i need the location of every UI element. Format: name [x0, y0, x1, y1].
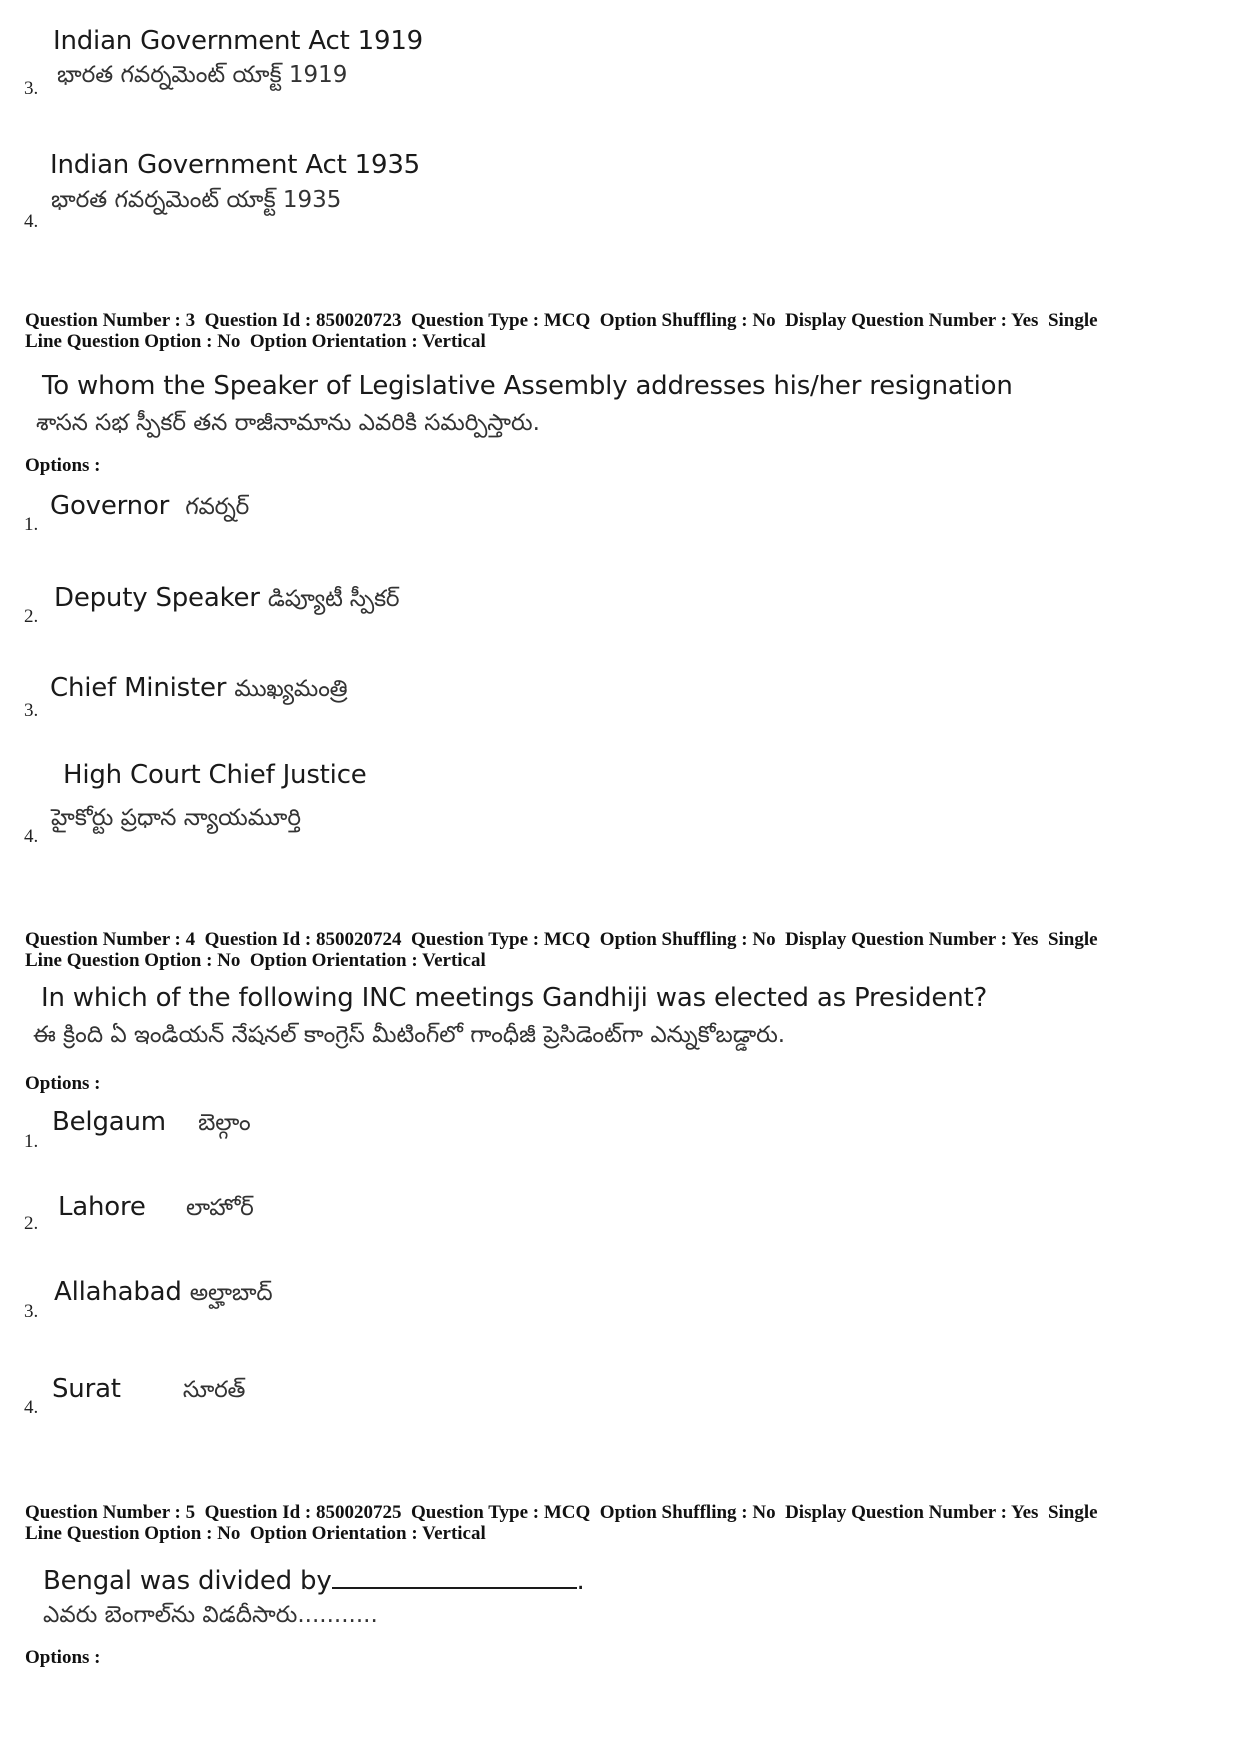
q4-option-4-english: Surat [52, 1374, 121, 1404]
question-3-text-english: To whom the Speaker of Legislative Assembly addresses his/her resignation [42, 371, 1013, 401]
q4-option-2 [58, 1192, 254, 1227]
question-5-text-english [43, 1563, 585, 1596]
q3-option-3 [50, 673, 347, 708]
question-5-text-english-main: Bengal was divided by [43, 1566, 332, 1596]
q3-option-2-number: 2. [24, 606, 39, 627]
q3-option-2 [54, 583, 399, 618]
q3-option-4-english: High Court Chief Justice [63, 760, 367, 790]
prev-option-4-telugu: భారత గవర్నమెంట్ యాక్ట్ 1935 [51, 187, 342, 213]
question-3-meta [25, 310, 1220, 352]
q3-option-4-telugu: హైకోర్టు ప్రధాన న్యాయమూర్తి [51, 805, 302, 831]
q4-option-3-english: Allahabad [54, 1277, 182, 1307]
q4-option-1 [52, 1107, 251, 1142]
question-4-text-english: In which of the following INC meetings Gandhiji was elected as President? [41, 983, 988, 1013]
question-3-meta-line2: Line Question Option : No Option Orientation : Vertical [25, 331, 486, 352]
q3-option-4-number: 4. [24, 826, 39, 847]
question-5-text-english-end: . [576, 1566, 585, 1596]
q3-option-1-telugu: గవర్నర్ [185, 494, 250, 520]
q4-option-2-telugu: లాహోర్ [186, 1195, 254, 1221]
q4-option-3-number: 3. [24, 1301, 39, 1322]
q4-option-4-number: 4. [24, 1397, 39, 1418]
q4-option-3 [54, 1277, 272, 1312]
fill-in-blank-line [332, 1563, 577, 1589]
question-4-text-telugu: ఈ క్రింది ఏ ఇండియన్ నేషనల్ కాంగ్రెస్ మీటింగ్‌లో గాంధీజీ ప్రెసిడెంట్‌గా ఎన్నుకోబడ్డారు. [33, 1022, 786, 1048]
prev-option-3-english: Indian Government Act 1919 [53, 26, 424, 56]
question-5-meta-line2: Line Question Option : No Option Orientation : Vertical [25, 1523, 486, 1544]
q3-option-3-english: Chief Minister [50, 673, 227, 703]
q4-option-2-english: Lahore [58, 1192, 146, 1222]
q4-option-3-telugu: అల్హాబాద్ [189, 1280, 273, 1306]
q3-option-1-english: Governor [50, 491, 170, 521]
question-3-options-label: Options : [25, 455, 101, 476]
q3-option-1 [50, 491, 249, 526]
question-5-text-telugu: ఎవరు బెంగాల్‌ను విడదీసారు........... [43, 1602, 378, 1628]
q3-option-2-english: Deputy Speaker [54, 583, 260, 613]
prev-option-4-number: 4. [24, 211, 39, 232]
q4-option-2-number: 2. [24, 1213, 39, 1234]
q4-option-1-number: 1. [24, 1131, 39, 1152]
question-5-meta [25, 1502, 1220, 1544]
q3-option-2-telugu: డిప్యూటీ స్పీకర్ [267, 586, 400, 612]
q4-option-4 [52, 1374, 245, 1409]
question-5-options-label: Options : [25, 1647, 101, 1668]
question-4-options-label: Options : [25, 1073, 101, 1094]
question-5-meta-line1: Question Number : 5 Question Id : 850020725 Question Type : MCQ Option Shuffling : No Display Question Number : Yes Single [25, 1502, 1098, 1523]
prev-option-3-telugu: భారత గవర్నమెంట్ యాక్ట్ 1919 [57, 62, 348, 88]
question-3-text-telugu: శాసన సభ స్పీకర్ తన రాజీనామాను ఎవరికి సమర్పిస్తారు. [36, 410, 540, 436]
q3-option-1-number: 1. [24, 514, 39, 535]
q4-option-1-english: Belgaum [52, 1107, 166, 1137]
question-3-meta-line1: Question Number : 3 Question Id : 850020723 Question Type : MCQ Option Shuffling : No Display Question Number : Yes Single [25, 310, 1098, 331]
question-4-meta-line1: Question Number : 4 Question Id : 850020724 Question Type : MCQ Option Shuffling : No Display Question Number : Yes Single [25, 929, 1098, 950]
q3-option-3-number: 3. [24, 700, 39, 721]
q4-option-1-telugu: బెల్గాం [198, 1110, 251, 1136]
q4-option-4-telugu: సూరత్ [182, 1377, 246, 1403]
question-4-meta-line2: Line Question Option : No Option Orientation : Vertical [25, 950, 486, 971]
prev-option-4-english: Indian Government Act 1935 [50, 150, 421, 180]
prev-option-3-number: 3. [24, 78, 39, 99]
q3-option-3-telugu: ముఖ్యమంత్రి [234, 676, 348, 702]
question-4-meta [25, 929, 1220, 971]
